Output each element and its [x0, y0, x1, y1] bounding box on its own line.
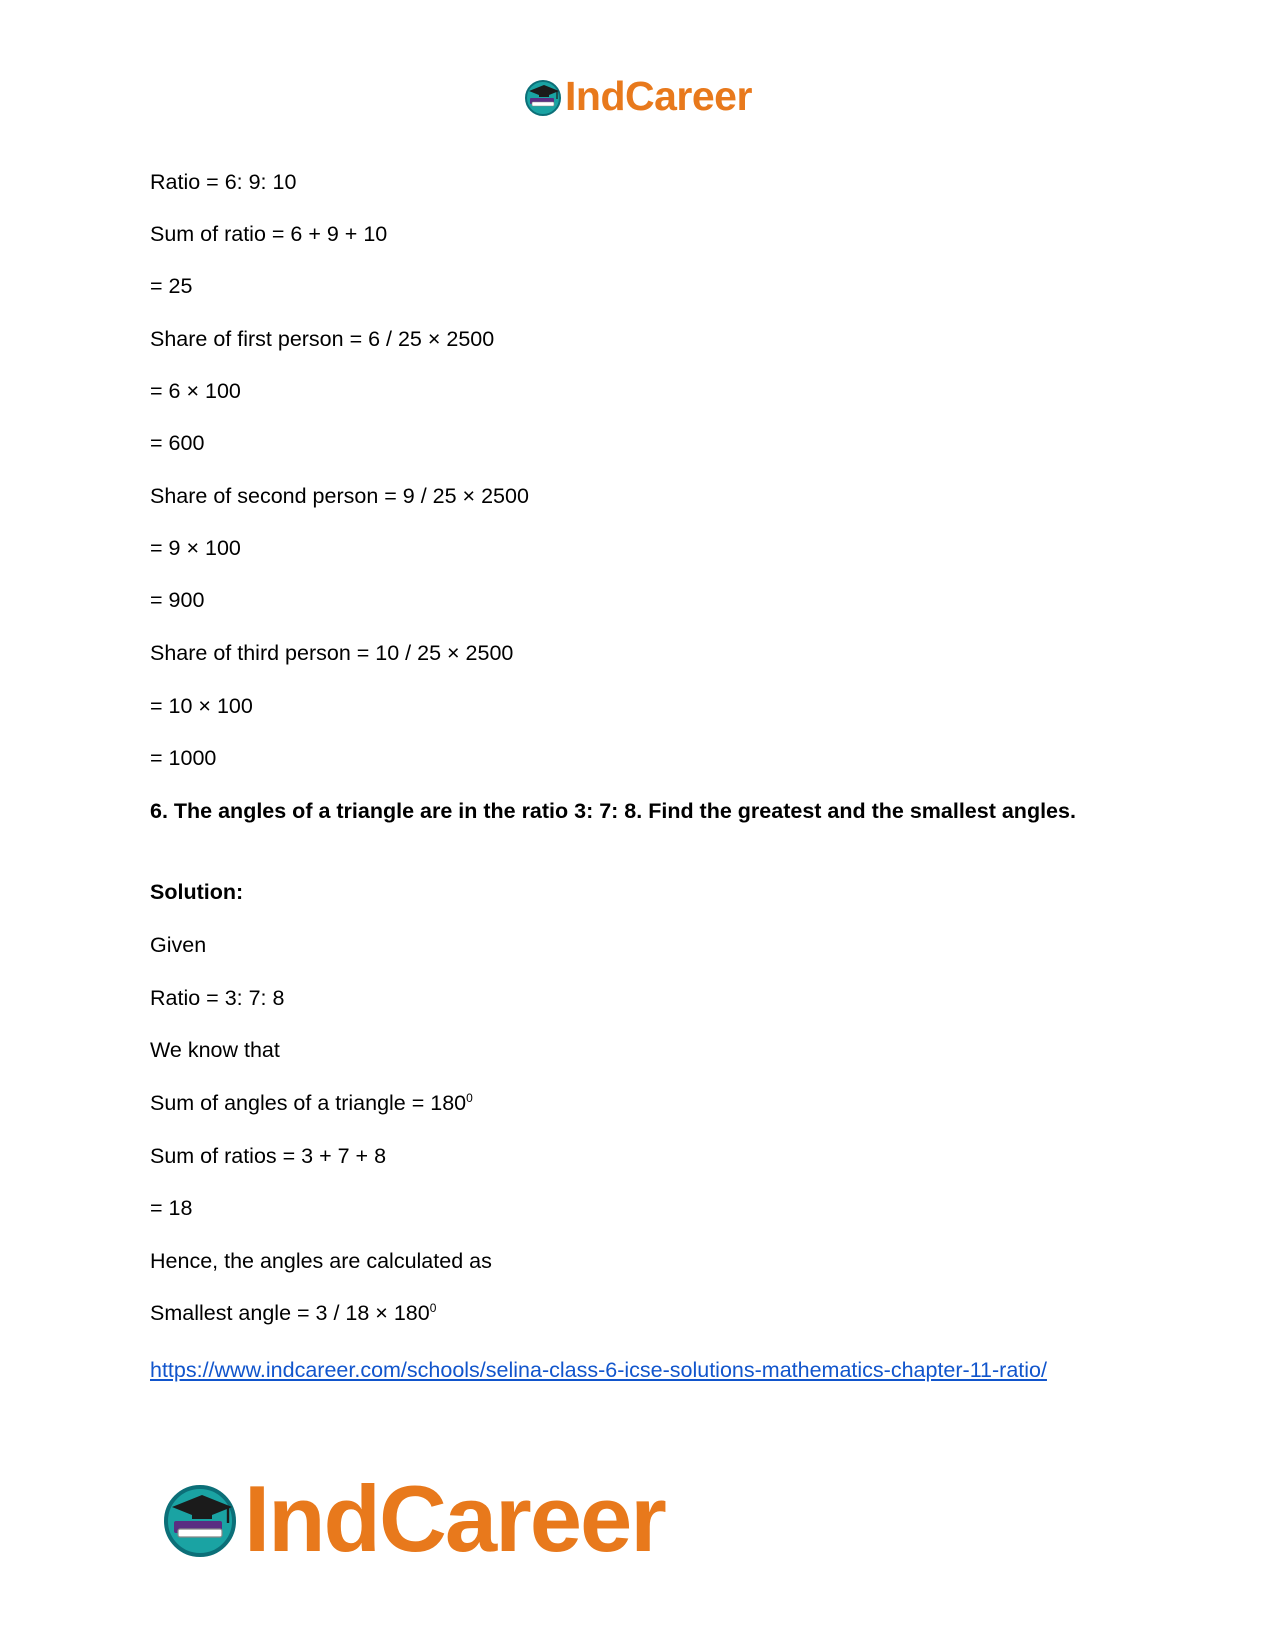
text-line: = 1000	[150, 746, 217, 770]
text-line: Sum of ratio = 6 + 9 + 10	[150, 222, 388, 246]
text-line: Share of second person = 9 / 25 × 2500	[150, 484, 529, 508]
smallest-angle-text: Smallest angle = 3 / 18 × 180	[150, 1301, 430, 1325]
text-line: = 18	[150, 1196, 193, 1220]
text-line: = 600	[150, 431, 205, 455]
degree-superscript: 0	[429, 1301, 437, 1315]
text-line: Hence, the angles are calculated as	[150, 1249, 492, 1273]
header-logo	[0, 73, 1275, 119]
text-line: We know that	[150, 1038, 280, 1062]
source-link[interactable]: https://www.indcareer.com/schools/selina-class-6-icse-solutions-mathematics-chapter-11-ratio/	[150, 1358, 1047, 1382]
text-line: = 6 × 100	[150, 379, 241, 403]
angle-sum-line	[150, 1088, 473, 1119]
footer-brand-name: IndCareer	[244, 1466, 665, 1571]
text-line: = 9 × 100	[150, 536, 241, 560]
text-line: = 10 × 100	[150, 694, 253, 718]
text-line: Share of third person = 10 / 25 × 2500	[150, 641, 514, 665]
text-line: Sum of ratios = 3 + 7 + 8	[150, 1144, 387, 1168]
brand-logo	[523, 73, 752, 119]
text-line: = 25	[150, 274, 193, 298]
graduation-cap-book-globe-icon	[523, 77, 563, 117]
degree-superscript: 0	[466, 1091, 473, 1105]
text-line: Ratio = 3: 7: 8	[150, 986, 285, 1010]
smallest-angle-line	[150, 1298, 436, 1329]
brand-name: IndCareer	[565, 73, 752, 119]
text-line: = 900	[150, 588, 205, 612]
footer-logo	[160, 1466, 665, 1571]
text-line: Given	[150, 933, 207, 957]
text-line: Ratio = 6: 9: 10	[150, 170, 297, 194]
graduation-cap-book-globe-icon	[160, 1479, 240, 1559]
solution-label: Solution:	[150, 880, 244, 904]
angle-sum-text: Sum of angles of a triangle = 180	[150, 1091, 467, 1115]
text-line: Share of first person = 6 / 25 × 2500	[150, 327, 495, 351]
question-6: 6. The angles of a triangle are in the ratio 3: 7: 8. Find the greatest and the smallest angles.	[150, 799, 1076, 823]
